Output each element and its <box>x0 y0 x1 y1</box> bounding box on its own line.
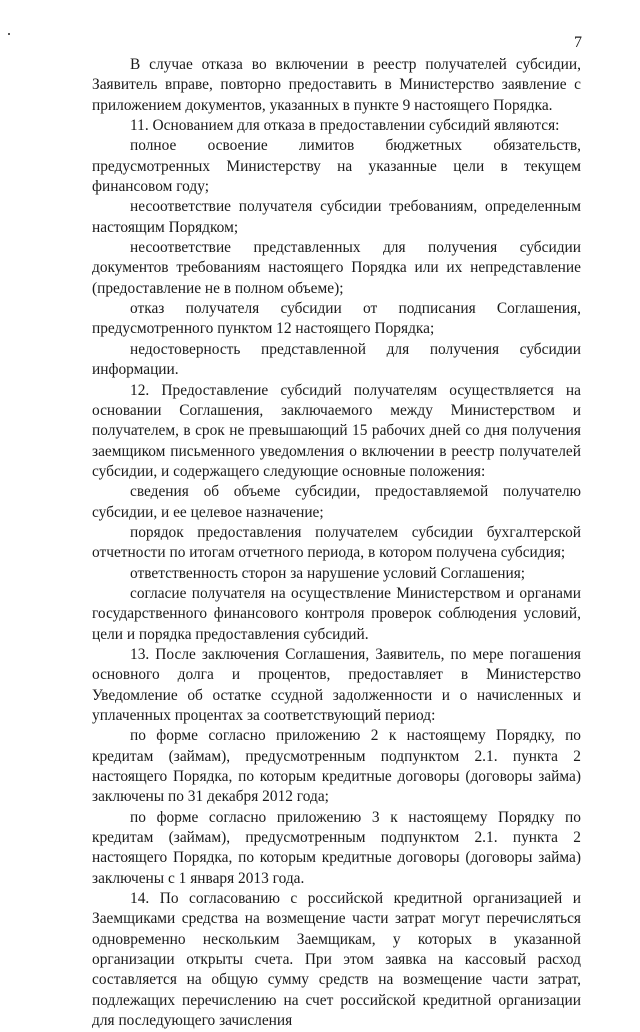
paragraph-11-heading: 11. Основанием для отказа в предоставлении субсидий являются: <box>130 117 560 135</box>
paragraph-13-form-3: по форме согласно приложению 3 к настоящему Порядку по кредитам (займам), предусмотренным подпунктом 2.1. пункта 2 настоящего Порядка, по которым кредитные договоры (договоры займа) заключены с 1 января 2013 года. <box>92 808 581 887</box>
paragraph-12-liability: ответственность сторон за нарушение условий Соглашения; <box>130 564 526 582</box>
paragraph-14: 14. По согласованию с российской кредитной организацией и Заемщиками средства на возмещение части затрат могут перечисляться одновременно нескольким Заемщикам, у которых в указанной организации открыты счета. При этом заявка на кассовый расход составляется на общую сумму средств на возмещение части затрат, подлежащих перечислению на счет российской кредитной организации для последующего зачисления <box>92 890 581 1030</box>
paragraph-13-form-2: по форме согласно приложению 2 к настоящему Порядку, по кредитам (займам), предусмотренным подпунктом 2.1. пункта 2 настоящего Порядка, по которым кредитные договоры (договоры займа) заключены по 31 декабря 2012 года; <box>92 727 581 806</box>
paragraph-11-limits: полное освоение лимитов бюджетных обязательств, предусмотренных Министерству на указанные цели в текущем финансовом году; <box>92 137 581 196</box>
document-body <box>92 55 581 1032</box>
paragraph-12-reporting: порядок предоставления получателем субсидии бухгалтерской отчетности по итогам отчетного периода, в котором получена субсидия; <box>92 523 581 562</box>
paragraph-refusal-resubmit: В случае отказа во включении в реестр получателей субсидии, Заявитель вправе, повторно предоставить в Министерство заявление с приложением документов, указанных в пункте 9 настоящего Порядка. <box>92 56 581 114</box>
paragraph-11-documents: несоответствие представленных для получения субсидии документов требованиям настоящего Порядка или их непредставление (предоставление не в полном объеме); <box>92 239 581 297</box>
paragraph-12-consent: согласие получателя на осуществление Министерством и органами государственного финансового контроля проверок соблюдения условий, цели и порядка предоставления субсидий. <box>92 584 581 643</box>
paragraph-12-heading: 12. Предоставление субсидий получателям осуществляется на основании Соглашения, заключаемого между Министерством и получателем, в срок не превышающий 15 рабочих дней со дня получения заемщиком письменного уведомления о включении в реестр получателей субсидии, и содержащего следующие основные положения: <box>92 381 581 480</box>
paragraph-11-nonconformity: несоответствие получателя субсидии требованиям, определенным настоящим Порядком; <box>92 198 581 236</box>
scan-artifact <box>8 33 10 35</box>
paragraph-11-refusal-sign: отказ получателя субсидии от подписания Соглашения, предусмотренного пунктом 12 настоящего Порядка; <box>92 300 581 338</box>
paragraph-12-amount: сведения об объеме субсидии, предоставляемой получателю субсидии, и ее целевое назначение; <box>92 483 581 521</box>
paragraph-11-false-info: недостоверность представленной для получения субсидии информации. <box>92 340 581 379</box>
paragraph-13-heading: 13. После заключения Соглашения, Заявитель, по мере погашения основного долга и процентов, предоставляет в Министерство Уведомление об остатке ссудной задолженности и о начисленных и уплаченных процентах за соответствующий период: <box>92 645 581 724</box>
page-number: 7 <box>574 34 582 51</box>
